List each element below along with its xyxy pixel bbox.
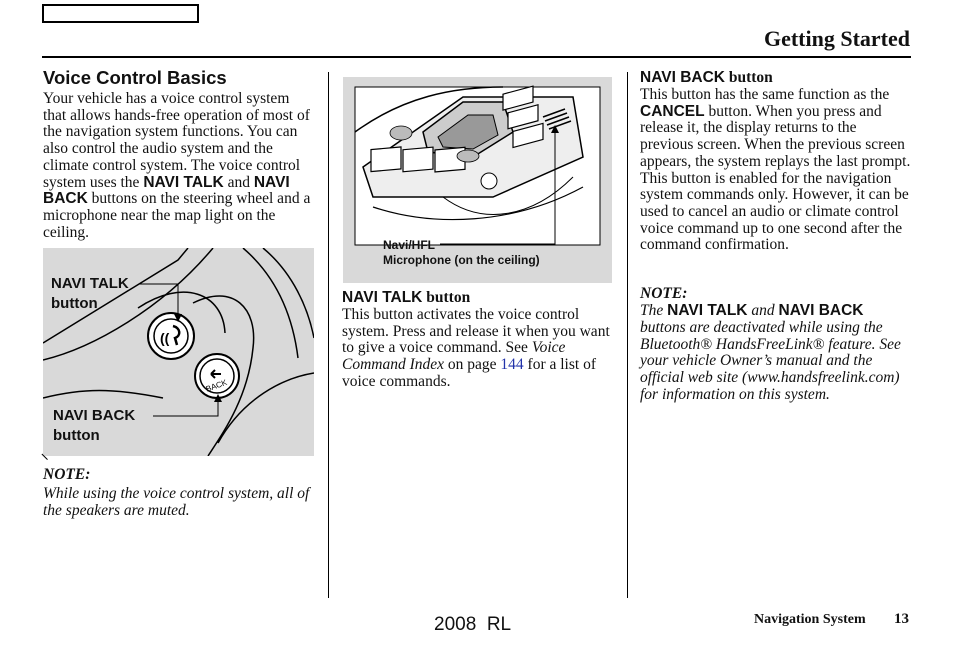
header-rule	[42, 56, 911, 58]
column-divider-2	[627, 72, 628, 598]
section-title: Getting Started	[763, 26, 910, 51]
heading-navi-talk-key: NAVI TALK	[342, 289, 423, 306]
back-button-text: BACK	[204, 377, 229, 394]
navi-talk-text-2: on page	[444, 356, 501, 374]
label-navi-hfl-line1: Navi/HFL	[383, 238, 436, 252]
navi-talk-text-3: for a list of voice commands.	[342, 356, 596, 390]
intro-text-3: buttons on the steering wheel and a microphone near the map light on the ceiling.	[43, 190, 311, 241]
label-navi-back	[53, 406, 135, 446]
label-navi-hfl	[383, 238, 540, 268]
note-label-col3: NOTE:	[640, 285, 688, 302]
navi-talk-text-1: This button activates the voice control system. Press and release it when you want to give a voice command. See	[342, 306, 610, 357]
footer-page-number: 13	[894, 611, 909, 627]
voice-command-index-ref: Voice Command Index	[342, 339, 566, 374]
heading-navi-back-key: NAVI BACK	[640, 69, 725, 86]
intro-navi-talk: NAVI TALK	[143, 173, 224, 191]
label-navi-talk-line1: NAVI TALK	[51, 275, 129, 292]
navi-back-paragraph	[640, 87, 912, 254]
header-tab-box	[42, 4, 199, 23]
note-text-col3	[640, 303, 912, 404]
intro-text-2: and	[223, 173, 254, 191]
heading-navi-back-rest: button	[724, 69, 773, 86]
footer-nav-label: Navigation System	[754, 612, 866, 627]
svg-text:((: ((	[160, 330, 170, 346]
heading-navi-talk-rest: button	[422, 289, 471, 306]
navi-talk-paragraph	[342, 307, 614, 391]
heading-navi-talk-button	[342, 289, 470, 307]
footer-model: 2008 RL	[434, 614, 512, 635]
intro-text-1: Your vehicle has a voice control system that allows hands-free operation of most of the navigation system functions. You can also control the audio system and the climate control system. The voice control system uses the	[43, 90, 310, 191]
note-label-col1: NOTE:	[43, 466, 91, 483]
label-navi-talk	[51, 274, 129, 314]
intro-paragraph	[43, 91, 315, 241]
heading-voice-control-basics: Voice Control Basics	[43, 67, 227, 88]
intro-navi-back: NAVI BACK	[43, 173, 290, 208]
note-col3-text-3: buttons are deactivated while using the Bluetooth® HandsFreeLink® feature. See your vehicle Owner’s manual and the official web site (www.handsfreelink.com) for information on this system.	[640, 318, 901, 403]
navi-back-text-2: button. When you press and release it, the display returns to the previous screen. When the previous screen appears, the system replays the last prompt. This button is enabled for the navigation system commands only. However, it can be used to cancel an audio or climate control voice command up to one second after the command confirmation.	[640, 102, 911, 254]
note-col3-navi-talk: NAVI TALK	[667, 302, 748, 319]
note-col3-text-1: The	[640, 302, 668, 319]
cancel-keyword: CANCEL	[640, 102, 705, 120]
label-navi-back-line1: NAVI BACK	[53, 407, 136, 424]
page-144-link[interactable]: 144	[500, 356, 524, 374]
note-text-col1: While using the voice control system, all of the speakers are muted.	[43, 485, 310, 519]
column-divider-1	[328, 72, 329, 598]
navi-back-text-1: This button has the same function as the	[640, 86, 890, 103]
note-col3-text-2: and	[747, 302, 779, 319]
label-navi-hfl-line2: Microphone (on the ceiling)	[383, 253, 540, 267]
label-navi-back-line2: button	[53, 427, 100, 444]
heading-navi-back-button	[640, 69, 773, 87]
note-col3-navi-back: NAVI BACK	[778, 302, 864, 319]
label-navi-talk-line2: button	[51, 295, 98, 312]
